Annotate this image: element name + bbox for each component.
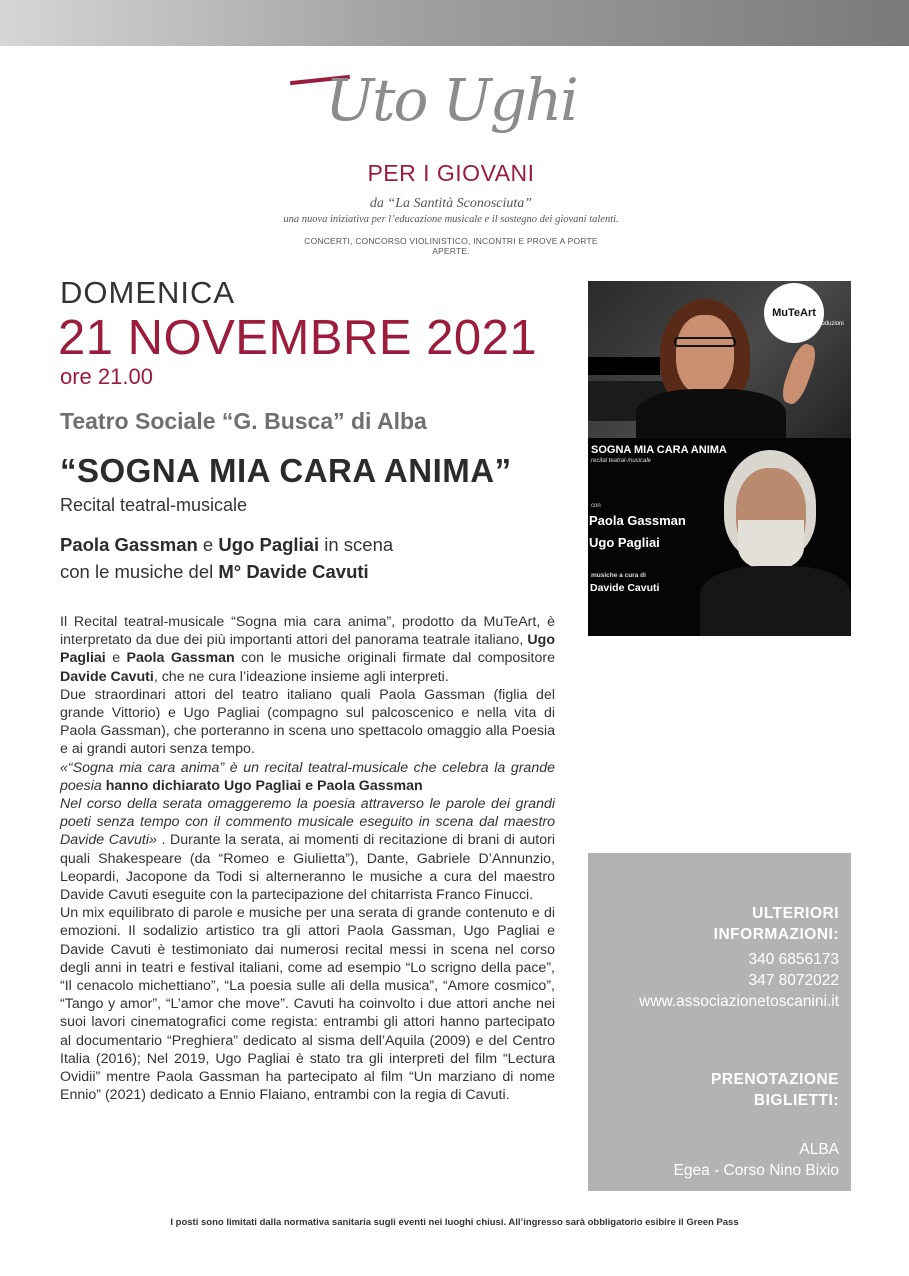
poster-actor-1: Paola Gassman — [589, 513, 686, 528]
ticket-city: ALBA — [799, 1141, 839, 1158]
logo-source: da “La Santità Sconosciuta” — [369, 196, 533, 211]
poster-composer: Davide Cavuti — [590, 582, 660, 594]
text: . Durante la serata, ai momenti di recitazione di brani di autori quali Shakespeare (da “Romeo e Giulietta”), Dante, Gabriele D’Annunzio, Leopardi, Jacopone da Todi si alterneranno le musiche a cura del maestro Davide Cavuti eseguite con la partecipazione del chitarrista Franco Finucci. — [60, 832, 555, 904]
in-scena: in scena — [319, 534, 394, 555]
top-banner — [0, 0, 909, 46]
text: , che ne cura l’ideazione insieme agli interpreti. — [153, 668, 449, 685]
paragraph — [60, 759, 555, 905]
event-time: ore 21.00 — [60, 364, 153, 389]
music-line — [60, 561, 369, 583]
poster-subtitle: recital teatral-musicale — [591, 458, 652, 464]
logo-activities: CONCERTI, CONCORSO VIOLINISTICO, INCONTRI E PROVE A PORTE APERTE. — [304, 236, 598, 256]
poster-beard — [738, 520, 804, 570]
phone-2[interactable]: 347 8072022 — [748, 972, 839, 989]
logo-subtitle: PER I GIOVANI — [367, 160, 535, 186]
logo-script: Uto Ughi — [325, 66, 577, 134]
text: e — [105, 650, 127, 667]
conjunction: e — [197, 534, 219, 555]
poster-face — [676, 315, 734, 395]
event-poster — [588, 281, 851, 636]
footer-note: I posti sono limitati dalla normativa sanitaria sugli eventi nei luoghi chiusi. All’ingresso sarà obbligatorio esibire il Green Pass — [170, 1217, 739, 1228]
composer: M° Davide Cavuti — [218, 561, 369, 582]
poster-glasses — [674, 337, 736, 347]
poster-body — [700, 566, 851, 636]
paragraph — [60, 613, 555, 686]
poster-photo-actress — [588, 281, 851, 438]
poster-con: con — [591, 503, 601, 509]
info-heading-1b: INFORMAZIONI: — [713, 926, 839, 943]
quote: «“Sogna mia cara anima” è un recital teatral-musicale che celebra la grande poesia — [60, 759, 555, 794]
logo-tagline: una nuova iniziativa per l’educazione musicale e il sostegno dei giovani talenti. — [283, 214, 619, 225]
event-subtitle: Recital teatral-musicale — [60, 495, 248, 515]
text: con le musiche originali firmate dal compositore — [234, 650, 555, 667]
logo — [283, 64, 619, 256]
ticket-shop: Egea - Corso Nino Bixio — [673, 1162, 839, 1179]
poster-bar — [588, 357, 660, 375]
muteart-prod: produzioni — [816, 321, 844, 327]
actor-2: Ugo Pagliai — [218, 534, 320, 555]
info-box — [588, 853, 851, 1191]
text-bold: hanno dichiarato Ugo Pagliai e Paola Gassman — [105, 777, 423, 794]
description — [60, 613, 555, 1104]
event-date: 21 NOVEMBRE 2021 — [58, 311, 538, 365]
text-bold: Davide Cavuti — [60, 668, 154, 685]
actor-1: Paola Gassman — [60, 534, 198, 555]
text-bold: Ugo Pagliai — [60, 632, 555, 667]
event-title: “SOGNA MIA CARA ANIMA” — [60, 452, 512, 489]
info-heading-2: PRENOTAZIONE — [711, 1071, 839, 1088]
paragraph: Un mix equilibrato di parole e musiche per una serata di grande contenuto e di emozioni. Il sodalizio artistico tra gli attori Paola Gassman, Ugo Pagliai e Davide Cavuti è testimoniato dai numerosi recital messi in scena nel corso degli anni in teatri e festival italiani, come ad esempio “Lo scrigno della pace”, “Il cenacolo michettiano”, “La poesia sulle ali della musica”, “Amore cosmico”, “Tango y amor”, “L’amor che move”. Cavuti ha coinvolto i due attori anche nei suoi lavori cinematografici come regista: entrambi gli attori hanno partecipato al documentario “Preghiera” dedicato al sisma dell’Aquila (2009) e del Centro Italia (2016); Nel 2019, Ugo Pagliai è stato tra gli interpreti del film “Lectura Ovidii” mentre Paola Gassman ha partecipato al film “Un marziano di nome Ennio” (2021) dedicato a Ennio Flaiano, entrambi con la regia di Cavuti. — [60, 905, 555, 1104]
event-day: DOMENICA — [60, 275, 236, 310]
text-bold: Paola Gassman — [126, 650, 235, 667]
poster-actor-2: Ugo Pagliai — [589, 535, 660, 550]
text: Il Recital teatral-musicale “Sogna mia cara anima”, prodotto da MuTeArt, è interpretato da due dei più importanti attori del panorama teatrale italiano, — [60, 614, 555, 649]
music-intro: con le musiche del — [60, 561, 219, 582]
poster-music-label: musiche a cura di — [591, 572, 646, 579]
quote: Nel corso della serata omaggeremo la poesia attraverso le parole dei grandi poeti senza tempo con il commento musicale eseguito in scena dal maestro Davide Cavuti» — [60, 796, 555, 849]
paragraph: Due straordinari attori del teatro italiano quali Paola Gassman (figlia del grande Vittorio) e Ugo Pagliai (compagno sul palcoscenico e nella vita di Paola Gassman), che porteranno in scena uno spettacolo omaggio alla Poesia e ai grandi autori senza tempo. — [60, 686, 555, 758]
muteart-logo: MuTeArt — [764, 283, 824, 343]
event-venue: Teatro Sociale “G. Busca” di Alba — [60, 408, 427, 434]
phone-1[interactable]: 340 6856173 — [748, 951, 839, 968]
info-heading-1: ULTERIORI — [752, 905, 839, 922]
website-link[interactable]: www.associazionetoscanini.it — [639, 993, 839, 1010]
poster-hand — [778, 341, 820, 407]
info-heading-2b: BIGLIETTI: — [753, 1092, 839, 1109]
cast-line — [60, 534, 393, 556]
poster-title: SOGNA MIA CARA ANIMA — [591, 444, 727, 456]
